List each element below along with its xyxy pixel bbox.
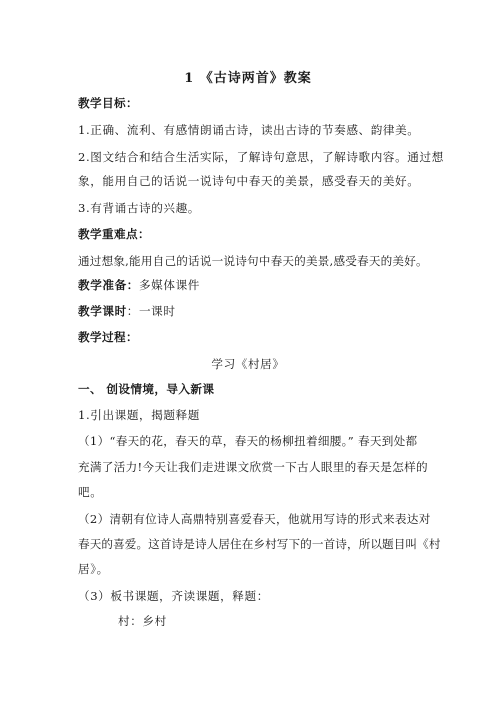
hours-value: ：一课时 (126, 304, 176, 318)
page-title: 1 《古诗两首》教案 (184, 71, 312, 86)
goals-heading: 教学目标： (78, 96, 138, 110)
paragraph-2-line3: 居》。 (78, 562, 109, 576)
paragraph-1-line2: 充满了活力!今天让我们走进课文欣赏一下古人眼里的春天是怎样的 (78, 460, 428, 474)
process-heading: 教学过程： (78, 330, 138, 344)
paragraph-2-line1: （2）清朝有位诗人高鼎特别喜爱春天，他就用写诗的形式来表达对 (78, 512, 431, 526)
goal-2-line2: 象，能用自己的话说一说诗句中春天的美景，感受春天的美好。 (78, 174, 420, 188)
section-title: 学习《村居》 (211, 357, 285, 371)
paragraph-3: （3）板书课题，齐读课题，释题： (78, 589, 269, 603)
paragraph-1-line1: （1）“春天的花，春天的草，春天的杨柳扭着细腰。” 春天到处都 (78, 434, 418, 448)
key-points-heading: 教学重难点： (78, 227, 150, 241)
paragraph-1-line3: 吧。 (78, 485, 103, 499)
preparation-label: 教学准备： (78, 278, 139, 292)
goal-1: 1.正确、流利、有感情朗诵古诗，读出古诗的节奏感、韵律美。 (78, 123, 420, 137)
part-one-heading: 一、 创设情境，导入新课 (78, 382, 215, 396)
goal-2-line1: 2.图文结合和结合生活实际，了解诗句意思，了解诗歌内容。通过想 (78, 150, 444, 164)
preparation-line (78, 278, 440, 293)
hours-label: 教学课时 (78, 304, 127, 318)
goal-3: 3.有背诵古诗的兴趣。 (78, 201, 201, 215)
paragraph-2-line2: 春天的喜爱。这首诗是诗人居住在乡村写下的一首诗，所以题目叫《村 (78, 537, 441, 551)
hours-line (78, 304, 440, 319)
key-points-text: 通过想象,能用自己的话说一说诗句中春天的美景,感受春天的美好。 (78, 254, 428, 268)
preparation-value: 多媒体课件 (138, 278, 200, 292)
step-1: 1.引出课题，揭题释题 (78, 408, 201, 422)
gloss-1: 村：乡村 (118, 614, 167, 628)
